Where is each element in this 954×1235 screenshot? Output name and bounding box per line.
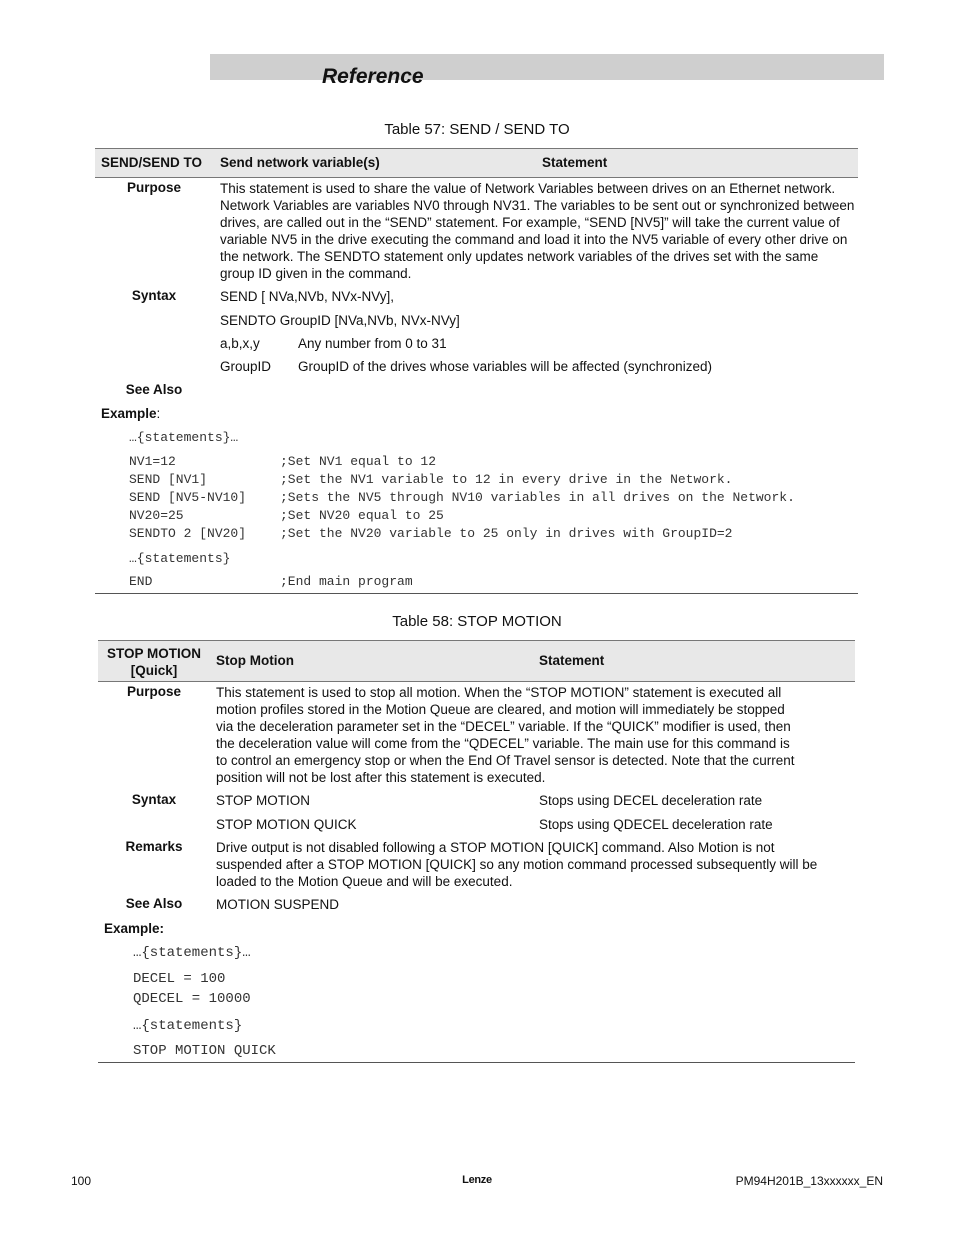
brand-logo: Lenze [462, 1174, 492, 1186]
table57-example-heading [101, 405, 160, 422]
code-cmd: SENDTO 2 [NV20] [129, 526, 247, 541]
table57-caption: Table 57: SEND / SEND TO [384, 121, 570, 138]
table57-param2-desc: GroupID of the drives whose variables will be affected (synchronized) [298, 359, 712, 374]
table58-purpose-line: via the deceleration parameter set in the “DECEL” variable. If the “QUICK” modifier is used, then [216, 719, 791, 734]
code-comment: ;Set NV1 equal to 12 [280, 454, 437, 469]
table58-syntax2-desc: Stops using QDECEL deceleration rate [539, 817, 773, 832]
code-comment: ;Set NV20 equal to 25 [280, 508, 444, 523]
code-comment: ;Set the NV1 variable to 12 in every drive in the Network. [280, 472, 733, 487]
table58-purpose-line: This statement is used to stop all motion. When the “STOP MOTION” statement is executed all [216, 685, 782, 700]
table58-code-line2: QDECEL = 10000 [133, 991, 251, 1007]
table58-code-line1: DECEL = 100 [133, 971, 226, 987]
table58-syntax1: STOP MOTION [216, 793, 311, 808]
table57-seealso-label: See Also [125, 382, 183, 397]
table58-purpose-line: to control an emergency stop or when the End Of Travel sensor is detected. Note that the current [216, 753, 795, 768]
table57-head-col1: SEND/SEND TO [101, 155, 203, 170]
table58-remarks-line: loaded to the Motion Queue and will be executed. [216, 874, 513, 889]
code-cmd: NV1=12 [129, 454, 176, 469]
table57-param1-desc: Any number from 0 to 31 [298, 336, 447, 351]
table57-syntax-label: Syntax [131, 288, 177, 303]
table57-example-label: Example [101, 406, 157, 421]
table57-head-col3: Statement [542, 155, 608, 170]
table57-head-col2: Send network variable(s) [220, 155, 380, 170]
table57-header [95, 148, 858, 178]
table58-purpose-line: motion profiles stored in the Motion Queue are cleared, and motion will immediately be stopped [216, 702, 785, 717]
table58-head-col1 [98, 645, 210, 679]
table57-code-end-cmd: END [129, 574, 153, 589]
table58-caption: Table 58: STOP MOTION [392, 613, 562, 630]
header-bar [210, 54, 884, 80]
table57-purpose-label: Purpose [126, 180, 181, 195]
table58-remarks-line: Drive output is not disabled following a STOP MOTION [QUICK] command. Also Motion is not [216, 840, 775, 855]
table58-remarks-line: suspended after a STOP MOTION [QUICK] so any motion command processed subsequently will be [216, 857, 818, 872]
table57-param1-name: a,b,x,y [220, 336, 260, 351]
table57-purpose-text: This statement is used to share the value of Network Variables between drives on an Ethernet network. Network Variables are variables NV0 through NV31. The variables to be sent out or synchronized between drives, are called out in the “SEND” statement. For example, “SEND [NV5]” will take the current value of variable NV5 in the drive executing the command and load it into the NV5 variable of every other drive on the network. The SENDTO statement only updates network variables of the drives set with the same group ID given in the command. [220, 181, 855, 281]
table57-bottom-rule [95, 593, 858, 594]
table58-syntax2: STOP MOTION QUICK [216, 817, 357, 832]
table58-seealso-value: MOTION SUSPEND [216, 897, 340, 912]
table58-header [98, 640, 855, 682]
table57-code-stmts2: …{statements} [129, 551, 231, 566]
table58-purpose-line: position will not be lost after this statement is executed. [216, 770, 546, 785]
code-cmd: SEND [NV5-NV10] [129, 490, 247, 505]
table58-example-label: Example: [104, 921, 165, 936]
table58-code-stmts2: …{statements} [133, 1018, 243, 1034]
code-comment: ;Set the NV20 variable to 25 only in drives with GroupID=2 [280, 526, 733, 541]
code-cmd: SEND [NV1] [129, 472, 208, 487]
table58-syntax-label: Syntax [131, 792, 177, 807]
section-title: Reference [322, 65, 424, 88]
table57-syntax-line2: SENDTO GroupID [NVa,NVb, NVx-NVy] [220, 313, 460, 328]
table57-code-end-comment: ;End main program [280, 574, 413, 589]
table58-code-stmts1: …{statements}… [133, 945, 251, 961]
table58-syntax1-desc: Stops using DECEL deceleration rate [539, 793, 763, 808]
code-cmd: NV20=25 [129, 508, 184, 523]
table58-purpose-line: the deceleration value will come from the “QDECEL” variable. The main use for this command is [216, 736, 790, 751]
table57-syntax-line1: SEND [ NVa,NVb, NVx-NVy], [220, 289, 395, 304]
table58-bottom-rule [98, 1062, 855, 1063]
table58-head-col3: Statement [539, 653, 605, 668]
table58-head-col2: Stop Motion [216, 653, 294, 668]
page-number: 100 [71, 1174, 92, 1188]
table58-remarks-label: Remarks [125, 839, 183, 854]
doc-id: PM94H201B_13xxxxxx_EN [735, 1174, 883, 1188]
table57-param2-name: GroupID [220, 359, 272, 374]
table58-seealso-label: See Also [125, 896, 183, 911]
table57-example-colon: : [156, 406, 161, 421]
table58-code-line3: STOP MOTION QUICK [133, 1043, 276, 1059]
table58-head-col1-line2: [Quick] [130, 663, 178, 678]
code-comment: ;Sets the NV5 through NV10 variables in all drives on the Network. [280, 490, 795, 505]
table58-head-col1-line1: STOP MOTION [106, 646, 201, 661]
table57-code-stmts1: …{statements}… [129, 430, 239, 445]
table58-purpose-label: Purpose [126, 684, 181, 699]
